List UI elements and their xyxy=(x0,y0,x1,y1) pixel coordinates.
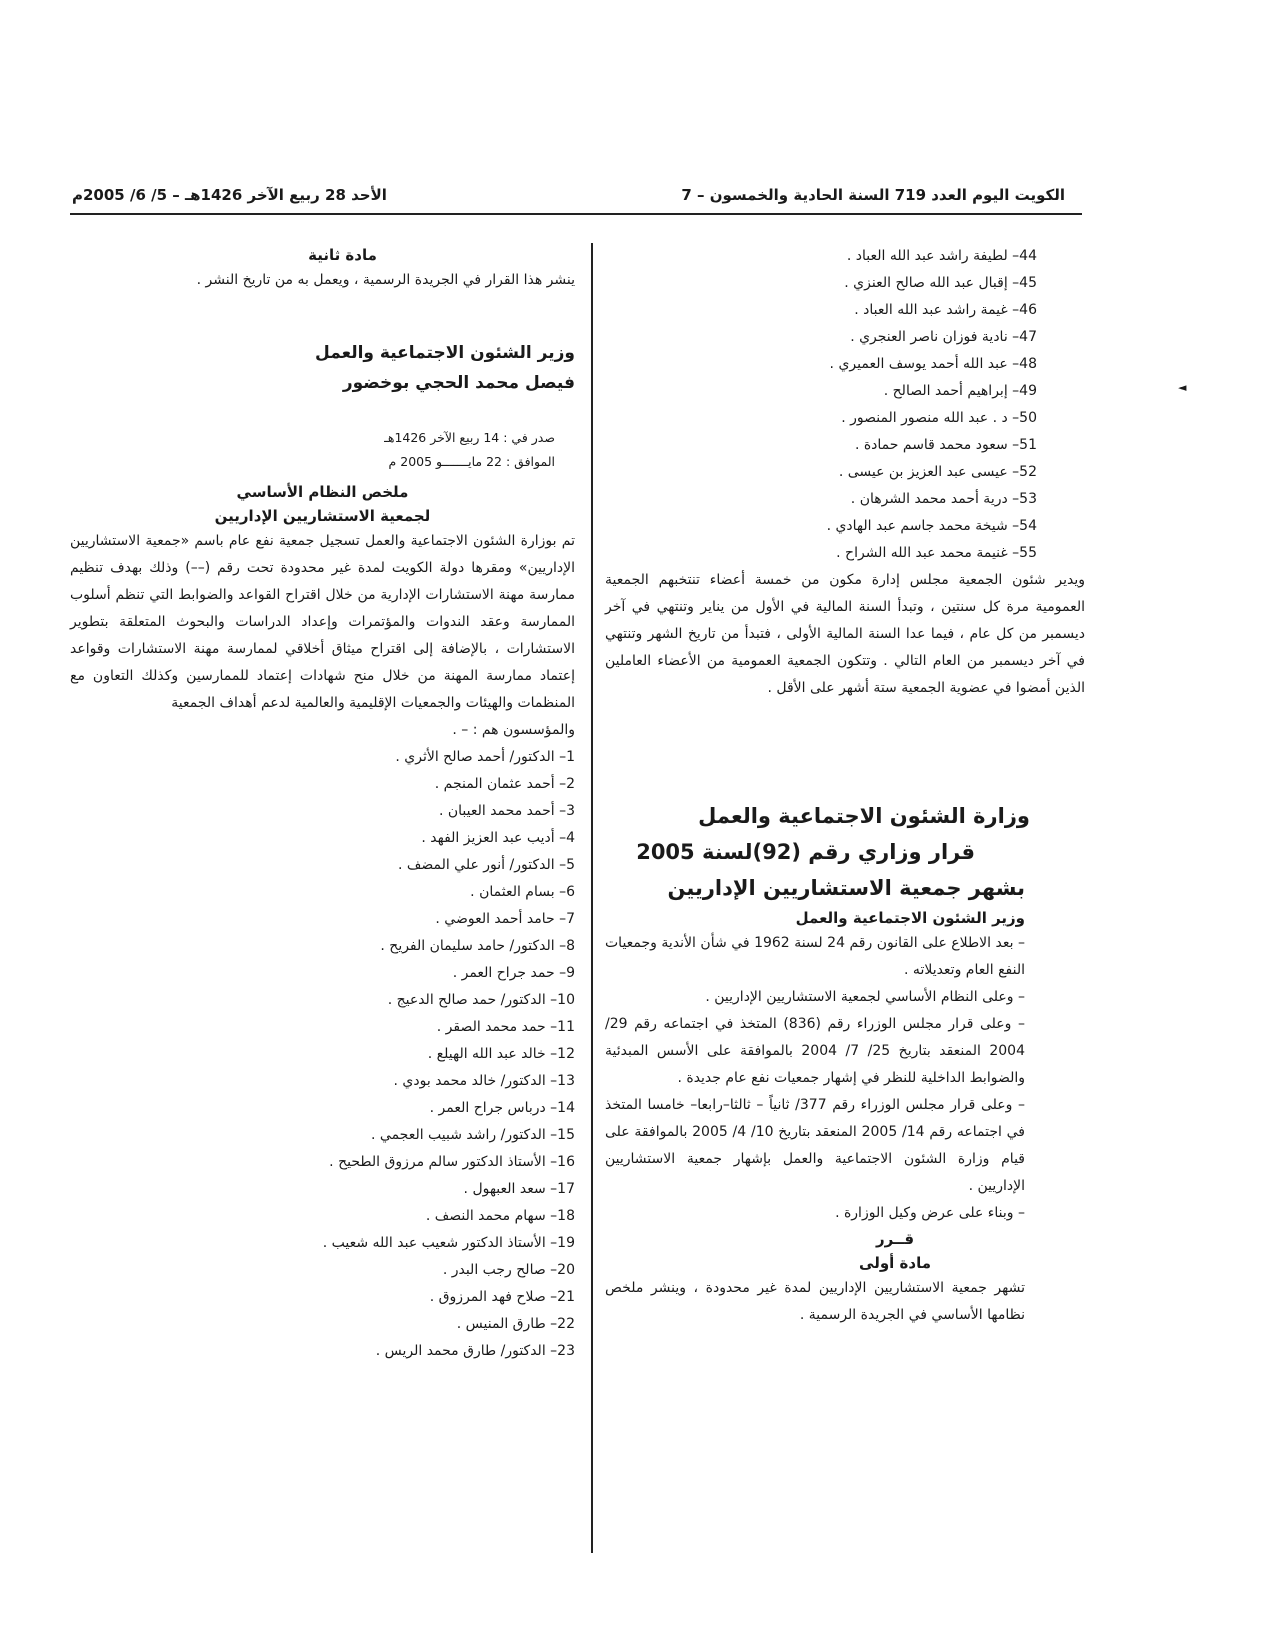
founder-item: 17– سعد العبهول . xyxy=(463,1181,575,1197)
founder-item: 15– الدكتور/ راشد شبيب العجمي . xyxy=(371,1127,575,1143)
header-issue-info: الكويت اليوم العدد 719 السنة الحادية والخمسون – 7 xyxy=(681,186,1065,204)
recital-item: – وبناء على عرض وكيل الوزارة . xyxy=(835,1205,1025,1221)
decision-subject: بشهر جمعية الاستشاريين الإداريين xyxy=(667,876,1025,900)
founder-item: 1– الدكتور/ أحمد صالح الأثري . xyxy=(395,749,575,765)
ministry-title: وزارة الشئون الاجتماعية والعمل xyxy=(698,804,1030,828)
left-column xyxy=(70,243,575,1365)
member-item: 45– إقبال عبد الله صالح العنزي . xyxy=(844,275,1037,291)
member-item: 50– د . عبد الله منصور المنصور . xyxy=(841,410,1037,426)
founder-item: 11– حمد محمد الصقر . xyxy=(436,1019,575,1035)
summary-title: ملخص النظام الأساسي xyxy=(236,483,409,501)
founder-item: 13– الدكتور/ خالد محمد بودي . xyxy=(393,1073,575,1089)
article2-text: ينشر هذا القرار في الجريدة الرسمية ، ويعمل به من تاريخ النشر . xyxy=(196,272,575,288)
founder-item: 14– درباس جراح العمر . xyxy=(429,1100,575,1116)
founder-item: 6– بسام العثمان . xyxy=(470,884,575,900)
minister-heading: وزير الشئون الاجتماعية والعمل xyxy=(795,909,1025,927)
issued-date: صدر في : 14 ربيع الآخر 1426هـ xyxy=(384,430,555,445)
summary-paragraph: تم بوزارة الشئون الاجتماعية والعمل تسجيل جمعية نفع عام باسم «جمعية الاستشاريين الإداريين» ومقرها دولة الكويت لمدة غير محدودة تحت رقم (––) وذلك بهدف تنظيم ممارسة مهنة الاستشارات الإدارية من خلال اقتراح القواعد والضوابط التي تنظم أسلوب الممارسة وعقد الندوات والمؤتمرات وإعداد الدراسات والبحوث المتعلقة بتطوير الاستشارات ، بالإضافة إلى اقتراح ميثاق أخلاقي لممارسة مهنة الاستشارات وقواعد إعتماد ممارسة المهنة من خلال منح شهادات إعتماد للممارسين وكذلك التعاون مع المنظمات والهيئات والجمعيات الإقليمية والعالمية لدعم أهداف الجمعية xyxy=(70,533,575,711)
decided-heading: قــرر xyxy=(875,1230,915,1248)
member-item: 44– لطيفة راشد عبد الله العباد . xyxy=(846,248,1037,264)
founder-item: 22– طارق المنيس . xyxy=(456,1316,575,1332)
founder-item: 16– الأستاذ الدكتور سالم مرزوق الطحيح . xyxy=(329,1154,575,1170)
article1-title: مادة أولى xyxy=(859,1254,931,1272)
member-item: 49– إبراهيم أحمد الصالح . xyxy=(883,383,1037,399)
recitals xyxy=(605,930,1085,1227)
founder-item: 12– خالد عبد الله الهيلع . xyxy=(427,1046,575,1062)
founder-item: 3– أحمد محمد العيبان . xyxy=(438,803,575,819)
members-list xyxy=(605,243,1085,567)
founder-item: 20– صالح رجب البدر . xyxy=(442,1262,575,1278)
founder-item: 10– الدكتور/ حمد صالح الدعيج . xyxy=(387,992,575,1008)
header-date: الأحد 28 ربيع الآخر 1426هـ – 5/ 6/ 2005م xyxy=(72,186,387,204)
recital-item: – وعلى قرار مجلس الوزراء رقم (836) المتخذ في اجتماعه رقم 29/ 2004 المنعقد بتاريخ 25/ 7/ 2004 بالموافقة على الأسس المبدئية والضوابط الداخلية للنظر في إشهار جمعيات نفع عام جديدة . xyxy=(605,1016,1025,1086)
article1-text: تشهر جمعية الاستشاريين الإداريين لمدة غير محدودة ، وينشر ملخص نظامها الأساسي في الجريدة الرسمية . xyxy=(605,1280,1025,1323)
decision-title: قرار وزاري رقم (92)لسنة 2005 xyxy=(636,840,975,864)
summary-subtitle: لجمعية الاستشاريين الإداريين xyxy=(214,507,431,525)
signature-title: وزير الشئون الاجتماعية والعمل xyxy=(315,343,575,363)
management-paragraph: ويدير شئون الجمعية مجلس إدارة مكون من خمسة أعضاء تنتخبهم الجمعية العمومية مرة كل سنتين ، وتبدأ السنة المالية في الأول من يناير وتنتهي في آخر ديسمبر من كل عام ، فيما عدا السنة المالية الأولى ، فتبدأ من تاريخ الشهر وتنتهي في آخر ديسمبر من العام التالي . وتتكون الجمعية العمومية من الأعضاء العاملين الذين أمضوا في عضوية الجمعية ستة أشهر على الأقل . xyxy=(605,572,1085,696)
article2-title: مادة ثانية xyxy=(308,246,377,264)
founder-item: 8– الدكتور/ حامد سليمان الفريح . xyxy=(380,938,575,954)
header-rule xyxy=(70,213,1082,215)
founder-item: 2– أحمد عثمان المنجم . xyxy=(434,776,575,792)
recital-item: – بعد الاطلاع على القانون رقم 24 لسنة 1962 في شأن الأندية وجمعيات النفع العام وتعديلاته . xyxy=(605,935,1025,978)
recital-item: – وعلى قرار مجلس الوزراء رقم 377/ ثانياً – ثالثا–رابعا– خامسا المتخذ في اجتماعه رقم 14/ 2005 المنعقد بتاريخ 10/ 4/ 2005 بالموافقة على قيام وزارة الشئون الاجتماعية والعمل بإشهار جمعية الاستشاريين الإداريين . xyxy=(605,1097,1026,1194)
founder-item: 23– الدكتور/ طارق محمد الريس . xyxy=(375,1343,575,1359)
founder-item: 4– أديب عبد العزيز الفهد . xyxy=(421,830,575,846)
member-item: 47– نادية فوزان ناصر العنجري . xyxy=(850,329,1037,345)
member-item: 48– عبد الله أحمد يوسف العميري . xyxy=(829,356,1037,372)
corresponding-date: الموافق : 22 مايـــــــو 2005 م xyxy=(388,454,555,469)
founder-item: 18– سهام محمد النصف . xyxy=(425,1208,575,1224)
member-item: 53– درية أحمد محمد الشرهان . xyxy=(850,491,1037,507)
founder-item: 19– الأستاذ الدكتور شعيب عبد الله شعيب . xyxy=(322,1235,575,1251)
founder-item: 5– الدكتور/ أنور علي المضف . xyxy=(397,857,575,873)
member-item: 52– عيسى عبد العزيز بن عيسى . xyxy=(838,464,1037,480)
founder-item: 9– حمد جراح العمر . xyxy=(452,965,575,981)
margin-arrow-icon: ◄ xyxy=(1178,381,1187,394)
recital-item: – وعلى النظام الأساسي لجمعية الاستشاريين الإداريين . xyxy=(705,989,1025,1005)
founders-intro: والمؤسسون هم : – . xyxy=(452,722,575,738)
signature-name: فيصل محمد الحجي بوخضور xyxy=(342,373,575,393)
founder-item: 21– صلاح فهد المرزوق . xyxy=(429,1289,575,1305)
founder-item: 7– حامد أحمد العوضي . xyxy=(435,911,575,927)
member-item: 51– سعود محمد قاسم حمادة . xyxy=(854,437,1037,453)
founders-list xyxy=(70,744,575,1365)
right-column xyxy=(605,243,1085,1329)
member-item: 55– غنيمة محمد عبد الله الشراح . xyxy=(836,545,1037,561)
member-item: 46– غيمة راشد عبد الله العباد . xyxy=(854,302,1037,318)
member-item: 54– شيخة محمد جاسم عبد الهادي . xyxy=(826,518,1037,534)
column-divider xyxy=(591,243,593,1553)
